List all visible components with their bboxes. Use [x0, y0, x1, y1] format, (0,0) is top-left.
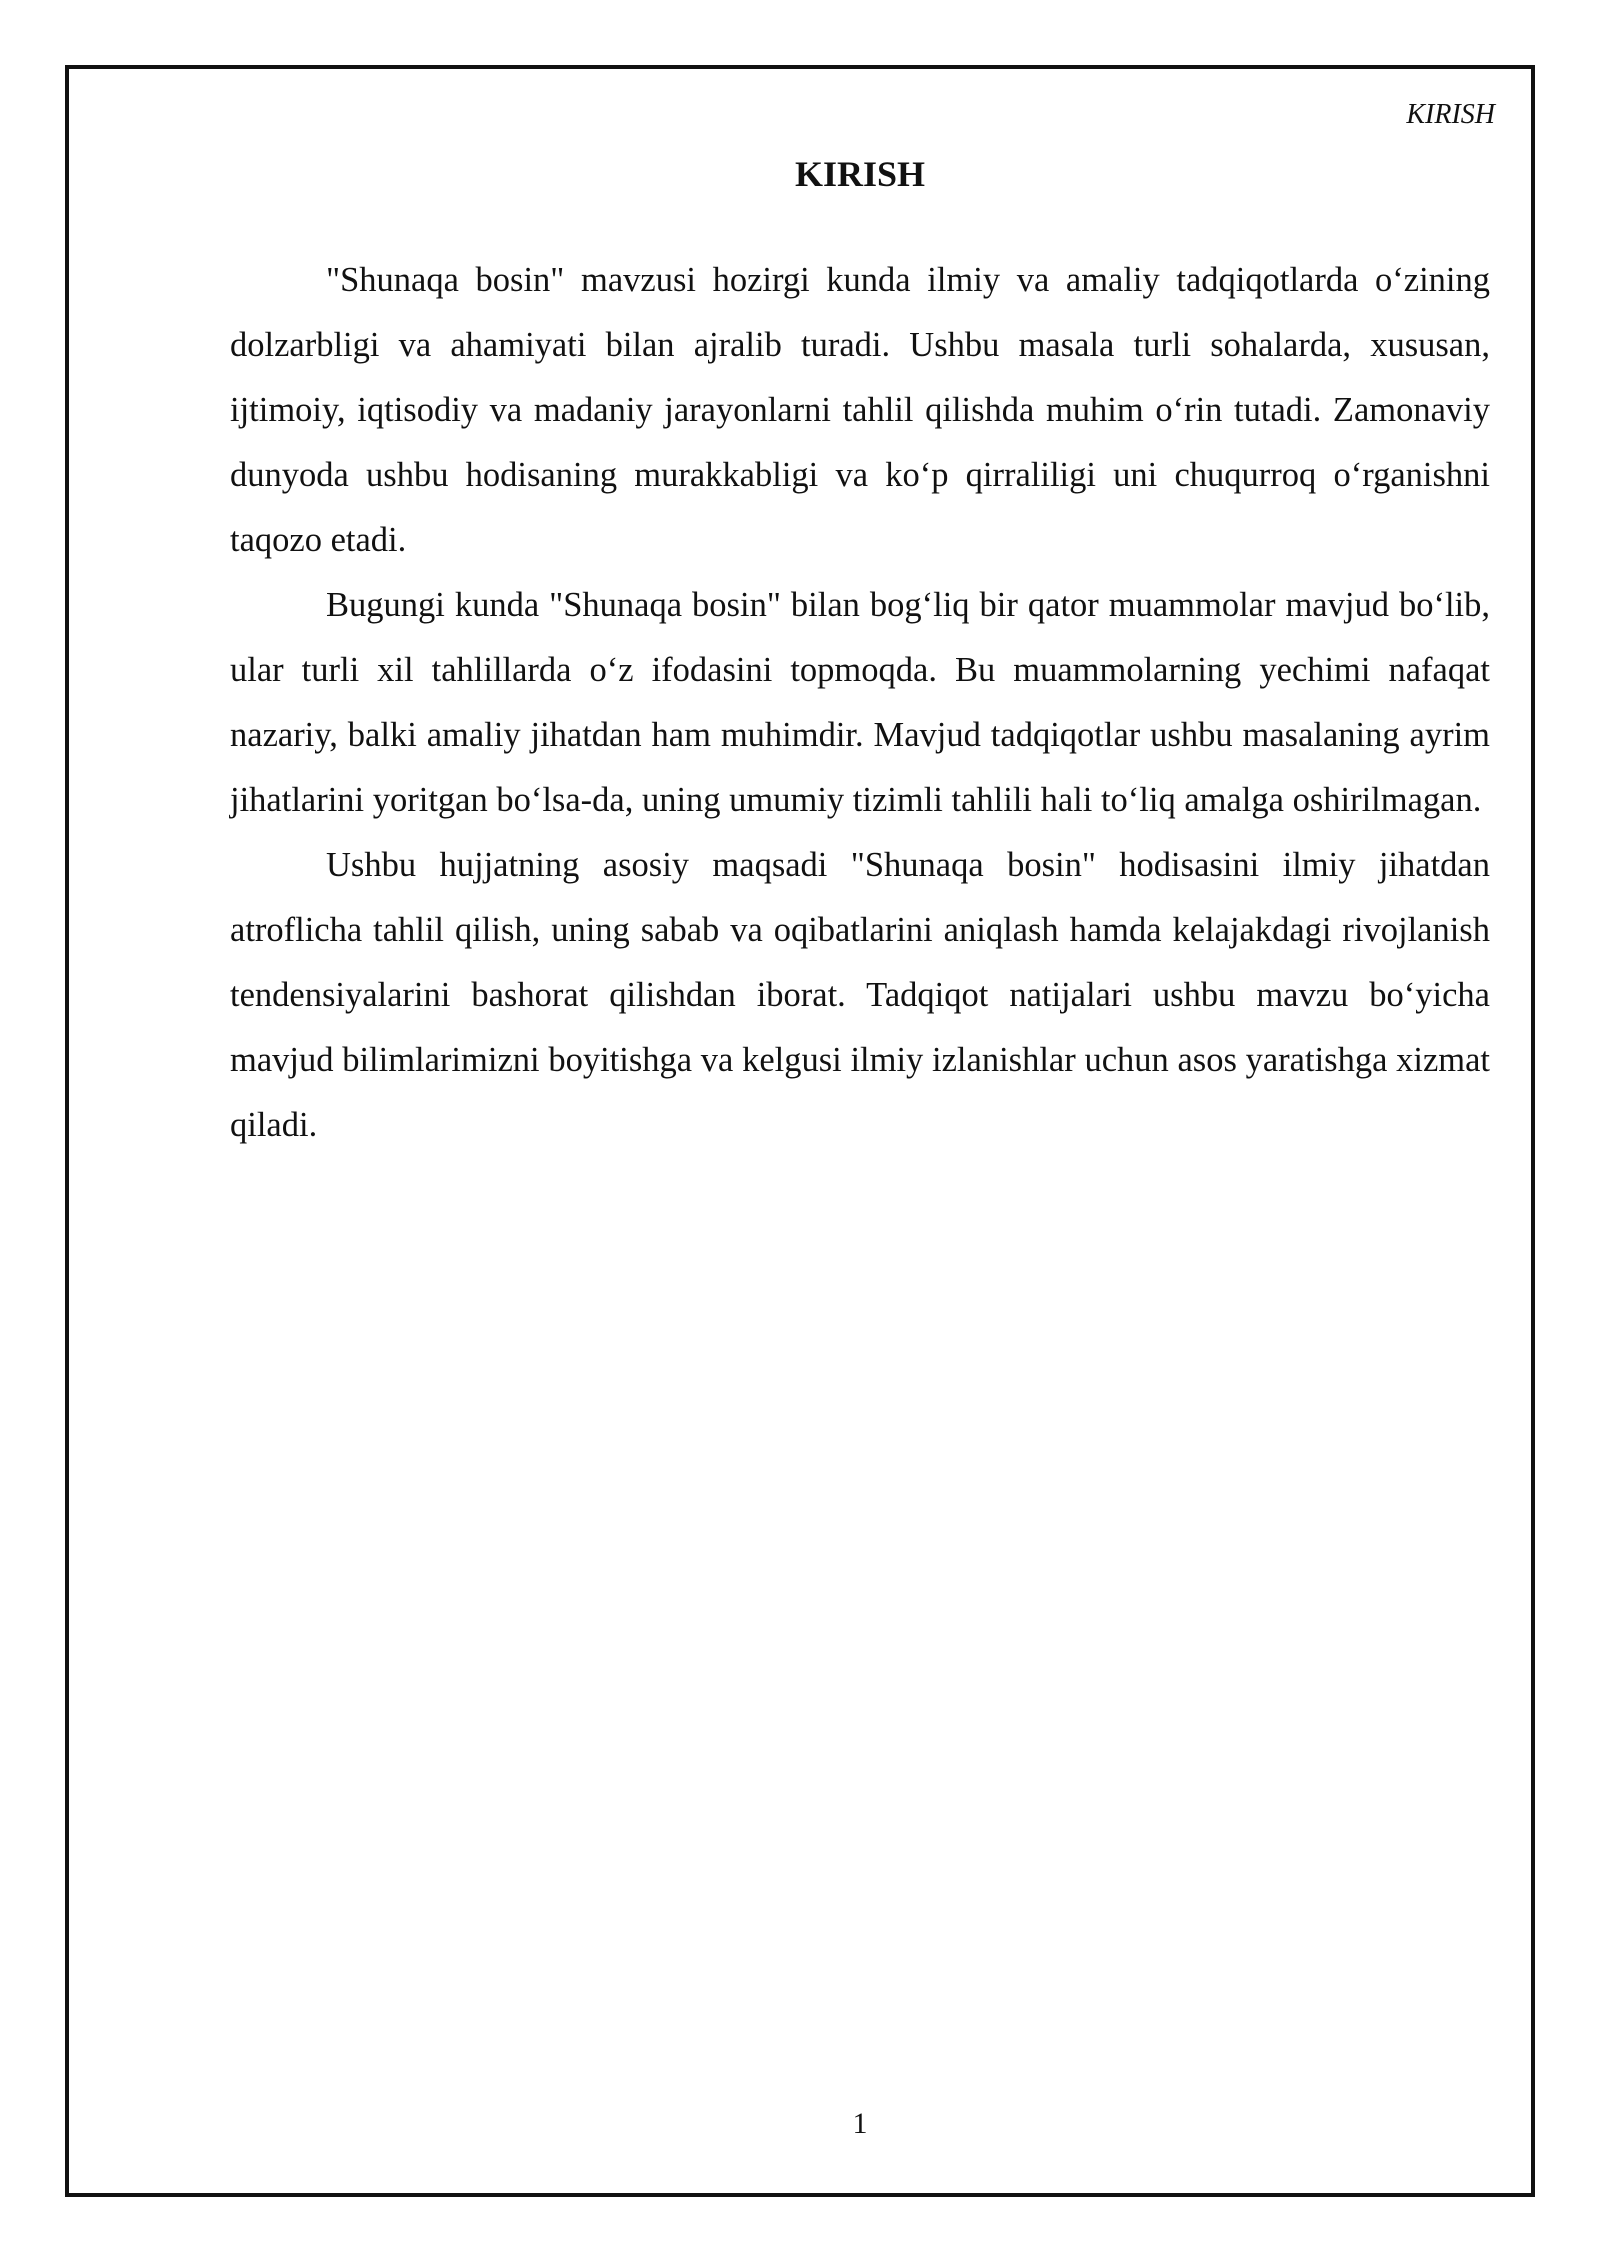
- page-number: 1: [852, 2107, 868, 2140]
- document-body: [230, 248, 1490, 1158]
- paragraph-1: "Shunaqa bosin" mavzusi hozirgi kunda ilmiy va amaliy tadqiqotlarda o‘zining dolzarbligi va ahamiyati bilan ajralib turadi. Ushbu masala turli sohalarda, xususan, ijtimoiy, iqtisodiy va madaniy jarayonlarni tahlil qilishda muhim o‘rin tutadi. Zamonaviy dunyoda ushbu hodisaning murakkabligi va ko‘p qirraliligi uni chuqurroq o‘rganishni taqozo etadi.: [230, 261, 1490, 559]
- page-title: KIRISH: [794, 154, 926, 194]
- running-header: KIRISH: [1406, 99, 1495, 130]
- paragraph-2: Bugungi kunda "Shunaqa bosin" bilan bog‘liq bir qator muammolar mavjud bo‘lib, ular turli xil tahlillarda o‘z ifodasini topmoqda. Bu muammolarning yechimi nafaqat nazariy, balki amaliy jihatdan ham muhimdir. Mavjud tadqiqotlar ushbu masalaning ayrim jihatlarini yoritgan bo‘lsa-da, uning umumiy tizimli tahlili hali to‘liq amalga oshirilmagan.: [230, 586, 1490, 819]
- paragraph-3: Ushbu hujjatning asosiy maqsadi "Shunaqa bosin" hodisasini ilmiy jihatdan atroflicha tahlil qilish, uning sabab va oqibatlarini aniqlash hamda kelajakdagi rivojlanish tendensiyalarini bashorat qilishdan iborat. Tadqiqot natijalari ushbu mavzu bo‘yicha mavjud bilimlarimizni boyitishga va kelgusi ilmiy izlanishlar uchun asos yaratishga xizmat qiladi.: [230, 846, 1490, 1144]
